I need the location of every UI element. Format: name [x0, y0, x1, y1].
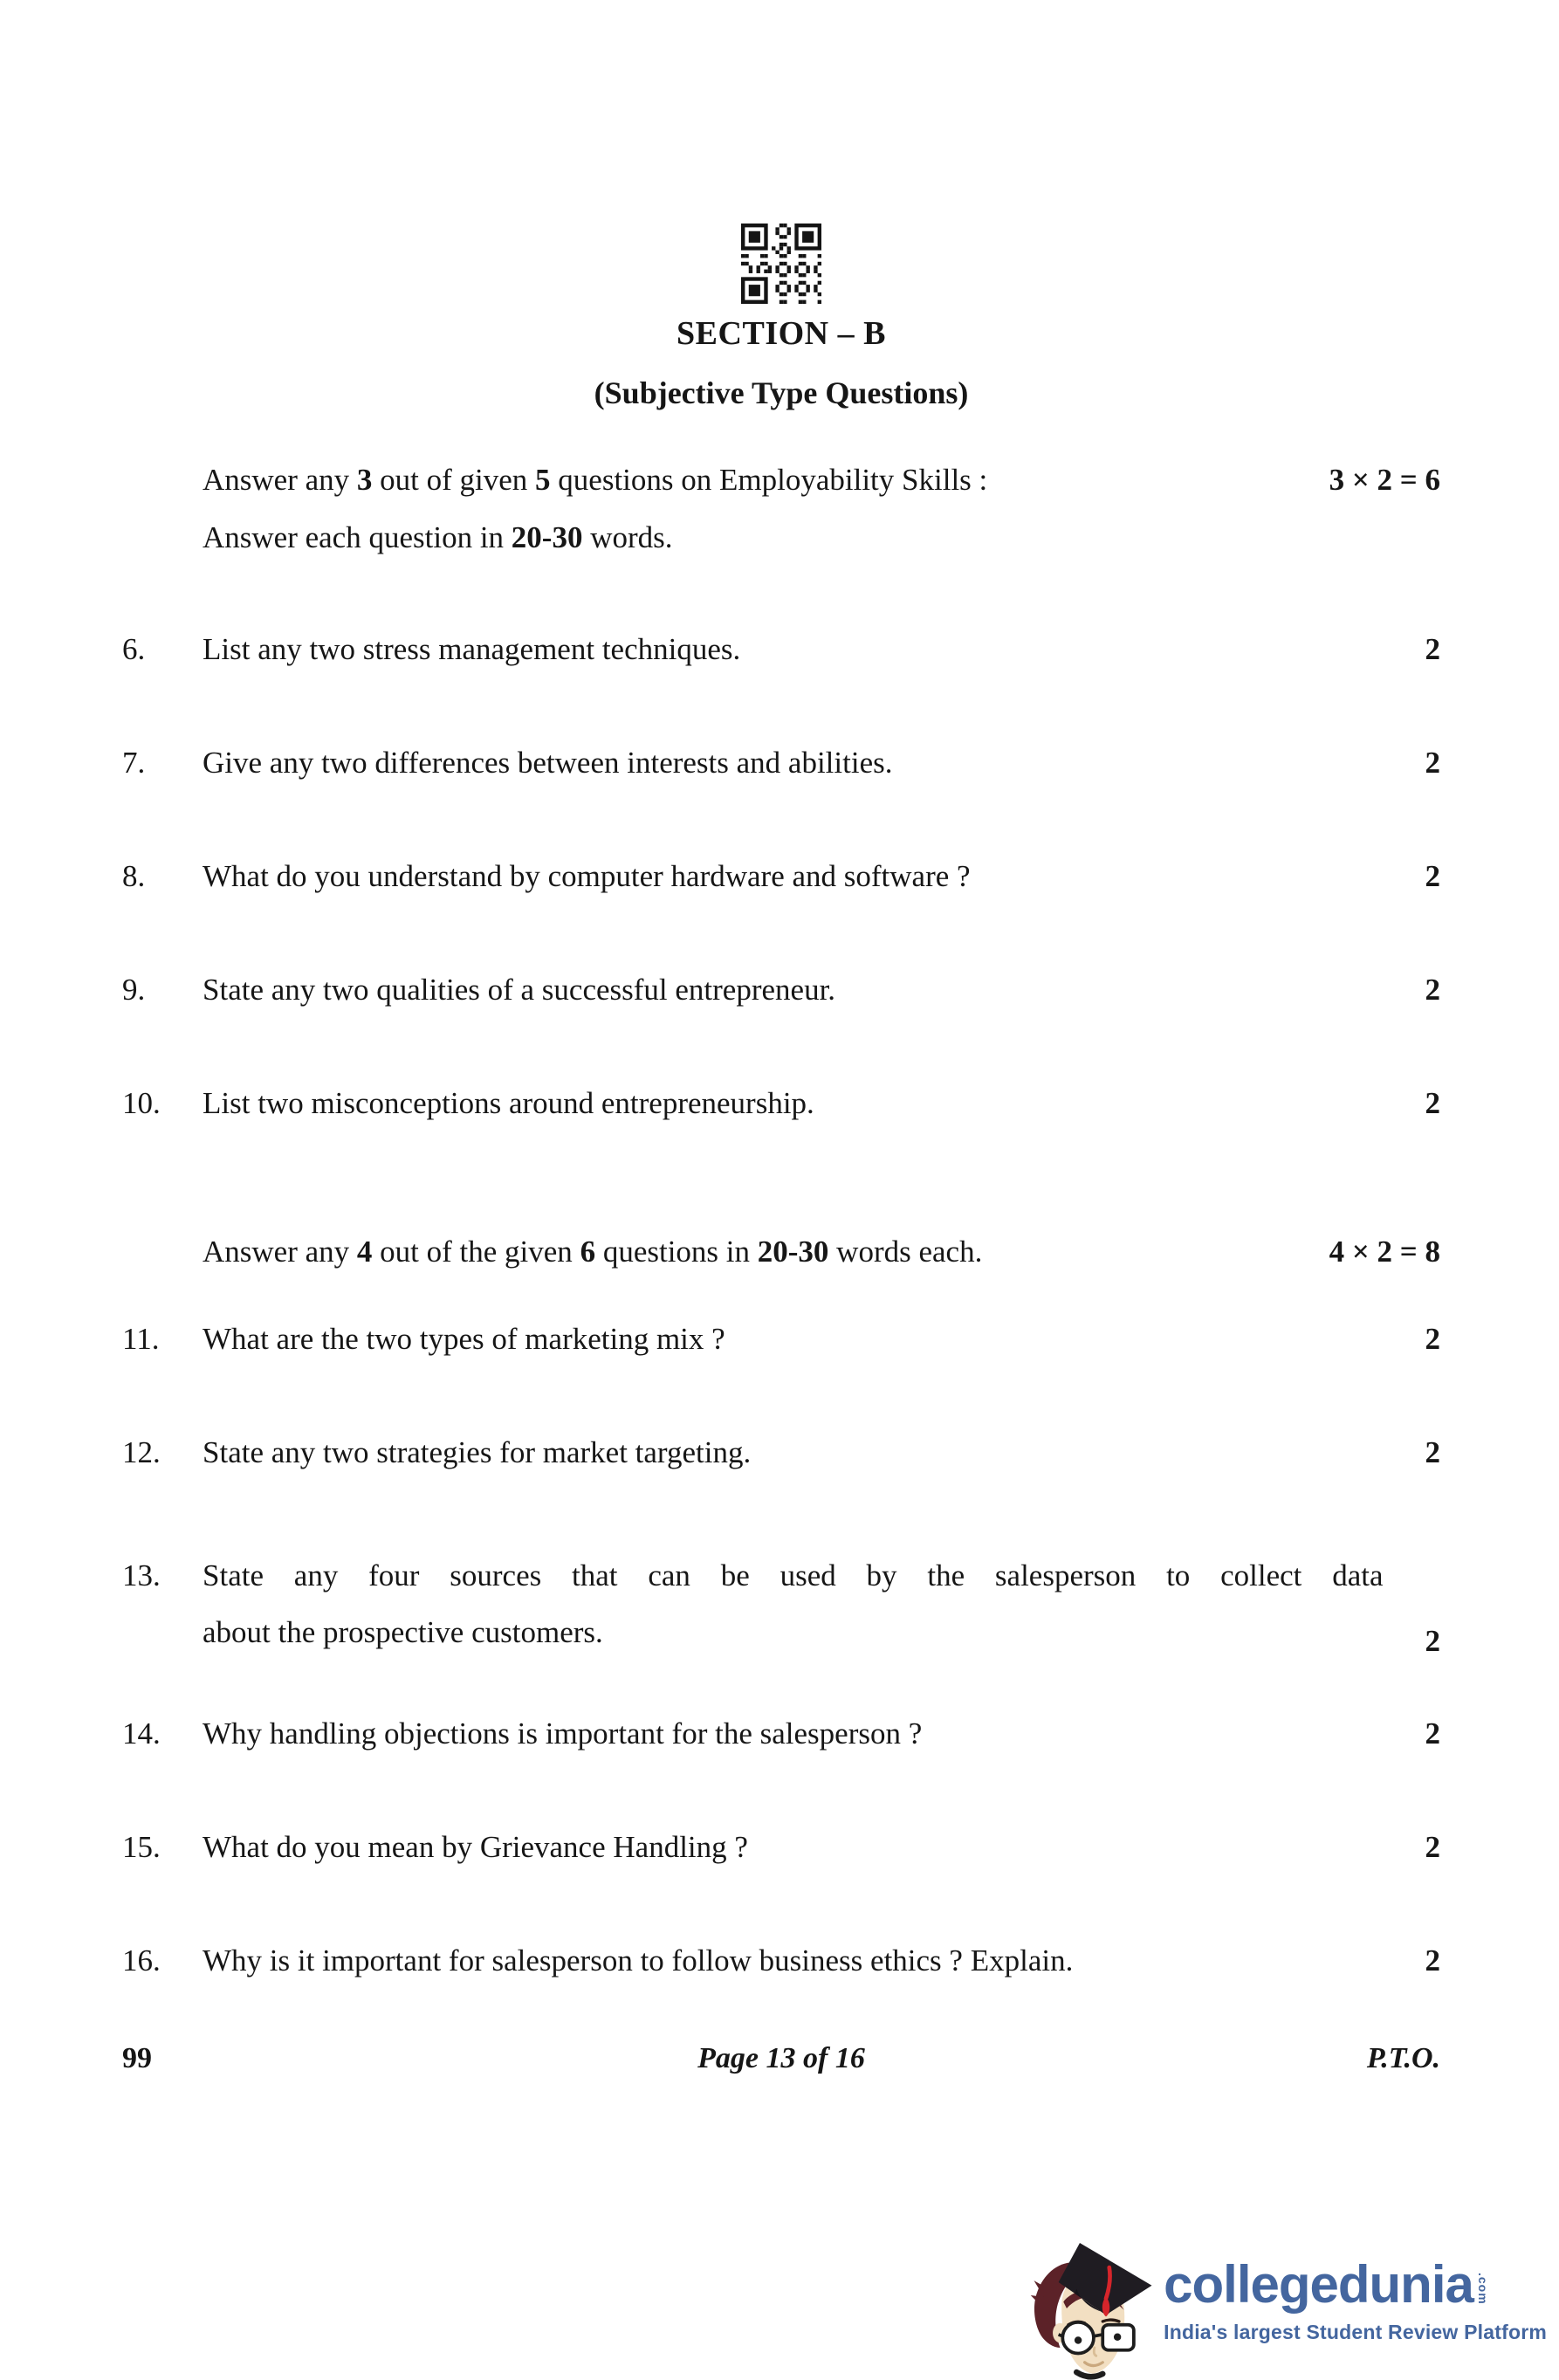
- question-number: 15.: [122, 1830, 161, 1864]
- brand-tagline: India's largest Student Review Platform: [1164, 2321, 1547, 2343]
- question-text: State any two strategies for market targeting.: [203, 1435, 752, 1469]
- question-row-8: [122, 857, 1440, 896]
- instruction-b-marks: 4 × 2 = 8: [1329, 1235, 1440, 1269]
- question-row-10: [122, 1084, 1440, 1123]
- question-number: 16.: [122, 1943, 161, 1978]
- question-text: List two misconceptions around entrepreneurship.: [203, 1086, 814, 1120]
- question-text: Give any two differences between interests and abilities.: [203, 746, 893, 780]
- section-title: SECTION – B: [676, 315, 886, 352]
- page-footer: [122, 2040, 1440, 2078]
- question-marks: 2: [1425, 1322, 1440, 1356]
- question-row-13: [122, 1547, 1440, 1661]
- question-number: 10.: [122, 1086, 161, 1120]
- pto-label: P.T.O.: [1366, 2042, 1440, 2074]
- question-marks: 2: [1425, 1086, 1440, 1120]
- paper-code: 99: [122, 2042, 152, 2074]
- question-row-6: [122, 630, 1440, 669]
- question-number: 7.: [122, 746, 146, 780]
- collegedunia-logo: [1027, 2235, 1547, 2380]
- question-text-line2: about the prospective customers.: [203, 1615, 603, 1649]
- brand-tld: .com: [1475, 2273, 1490, 2305]
- question-text: [203, 1547, 1425, 1661]
- question-marks: 2: [1425, 859, 1440, 893]
- question-marks: 2: [1425, 1943, 1440, 1978]
- question-number: 12.: [122, 1435, 161, 1469]
- section-subtitle: (Subjective Type Questions): [594, 375, 969, 410]
- question-text: What are the two types of marketing mix ?: [203, 1322, 725, 1356]
- qr-code-block: [122, 0, 1440, 304]
- page-number: Page 13 of 16: [697, 2042, 865, 2074]
- question-text: Why is it important for salesperson to follow business ethics ? Explain.: [203, 1943, 1074, 1978]
- question-marks: 2: [1425, 632, 1440, 666]
- graduate-mascot-icon: [1027, 2235, 1158, 2380]
- brand-name: collegedunia: [1164, 2255, 1473, 2314]
- question-text: What do you understand by computer hardware and software ?: [203, 859, 971, 893]
- instruction-block-b: [122, 1233, 1440, 1271]
- question-row-16: [122, 1942, 1440, 1980]
- question-text: Why handling objections is important for the salesperson ?: [203, 1716, 923, 1751]
- question-text: What do you mean by Grievance Handling ?: [203, 1830, 748, 1864]
- instruction-a-line1: Answer any 3 out of given 5 questions on Employability Skills :: [203, 463, 988, 497]
- question-row-11: [122, 1320, 1440, 1359]
- question-marks: 2: [1425, 1435, 1440, 1469]
- question-row-7: [122, 744, 1440, 782]
- question-text: State any two qualities of a successful entrepreneur.: [203, 973, 836, 1007]
- instruction-block-a: [122, 461, 1440, 499]
- question-row-15: [122, 1828, 1440, 1867]
- question-row-12: [122, 1434, 1440, 1472]
- question-marks: 2: [1425, 1624, 1440, 1658]
- question-number: 11.: [122, 1322, 160, 1356]
- question-number: 8.: [122, 859, 146, 893]
- question-marks: 2: [1425, 1716, 1440, 1751]
- question-number: 14.: [122, 1716, 161, 1751]
- question-row-14: [122, 1715, 1440, 1753]
- qr-code-icon: [741, 224, 821, 304]
- instruction-a-line2: Answer each question in 20-30 words.: [203, 520, 673, 554]
- instruction-b-line: Answer any 4 out of the given 6 questions in 20-30 words each.: [203, 1235, 983, 1269]
- instruction-a-marks: 3 × 2 = 6: [1329, 463, 1440, 497]
- question-number: 9.: [122, 973, 146, 1007]
- question-marks: 2: [1425, 746, 1440, 780]
- question-row-9: [122, 971, 1440, 1009]
- question-text: List any two stress management techniques.: [203, 632, 741, 666]
- question-number: 13.: [122, 1558, 161, 1592]
- question-text-line1: State any four sources that can be used by the salesperson to collect data: [203, 1558, 1384, 1592]
- question-number: 6.: [122, 632, 146, 666]
- logo-text: [1164, 2235, 1547, 2344]
- question-marks: 2: [1425, 1830, 1440, 1864]
- question-marks: 2: [1425, 973, 1440, 1007]
